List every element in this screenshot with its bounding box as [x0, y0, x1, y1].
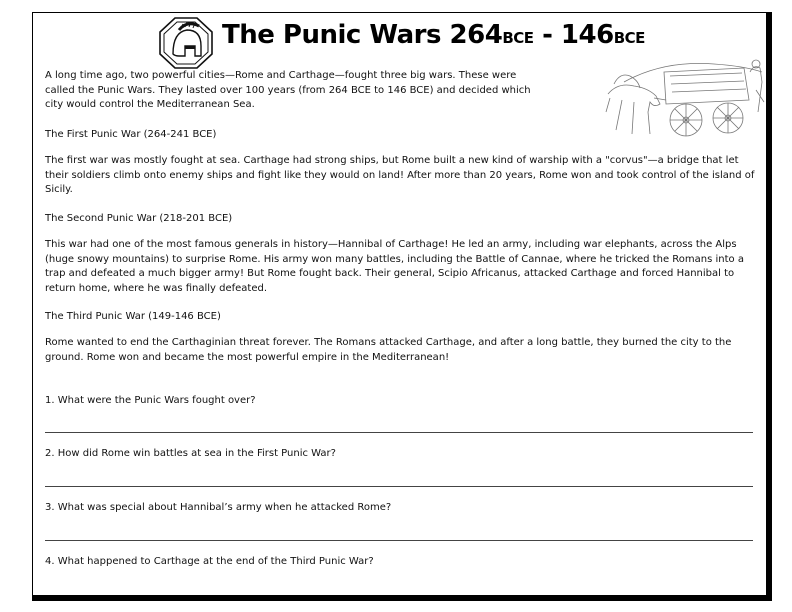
intro-paragraph: A long time ago, two powerful cities—Rome and Carthage—fought three big wars. These were called the Punic Wars. They lasted over 100 years (from 264 BCE to 146 BCE) and decided which city would control the Mediterranean Sea. [45, 70, 531, 110]
question-4: 4. What happened to Carthage at the end of the Third Punic War? [45, 556, 374, 567]
page-title: The Punic Wars 264BCE - 146BCE [222, 20, 645, 50]
section-body: This war had one of the most famous generals in history—Hannibal of Carthage! He led an army, including war elephants, across the Alps (huge snowy mountains) to surprise Rome. His army won many battles, including the Battle of Cannae, where he tricked the Romans into a trap and defeated a much bigger army! But Rome fought back. Their general, Scipio Africanus, attacked Carthage and forced Hannibal to return home, where he was finally defeated. [45, 239, 744, 294]
answer-line-1[interactable] [45, 432, 753, 433]
section-body: Rome wanted to end the Carthaginian threat forever. The Romans attacked Carthage, and after a long battle, they burned the city to the ground. Rome won and became the most powerful empire in the Mediterranean! [45, 337, 732, 363]
section-body: The first war was mostly fought at sea. Carthage had strong ships, but Rome built a new kind of warship with a "corvus"—a bridge that let their soldiers climb onto enemy ships and fight like they would on land! After more than 20 years, Rome won and took control of the island of Sicily. [45, 155, 755, 195]
section-heading: The Third Punic War (149-146 BCE) [45, 311, 221, 322]
roman-helmet-emblem-icon [157, 16, 215, 70]
question-2: 2. How did Rome win battles at sea in the First Punic War? [45, 448, 336, 459]
answer-line-2[interactable] [45, 486, 753, 487]
question-3: 3. What was special about Hannibal’s army when he attacked Rome? [45, 502, 392, 513]
question-1: 1. What were the Punic Wars fought over? [45, 395, 256, 406]
horse-wagon-sketch [604, 42, 767, 148]
section-heading: The Second Punic War (218-201 BCE) [45, 213, 233, 224]
section-heading: The First Punic War (264-241 BCE) [45, 129, 217, 140]
answer-line-3[interactable] [45, 540, 753, 541]
